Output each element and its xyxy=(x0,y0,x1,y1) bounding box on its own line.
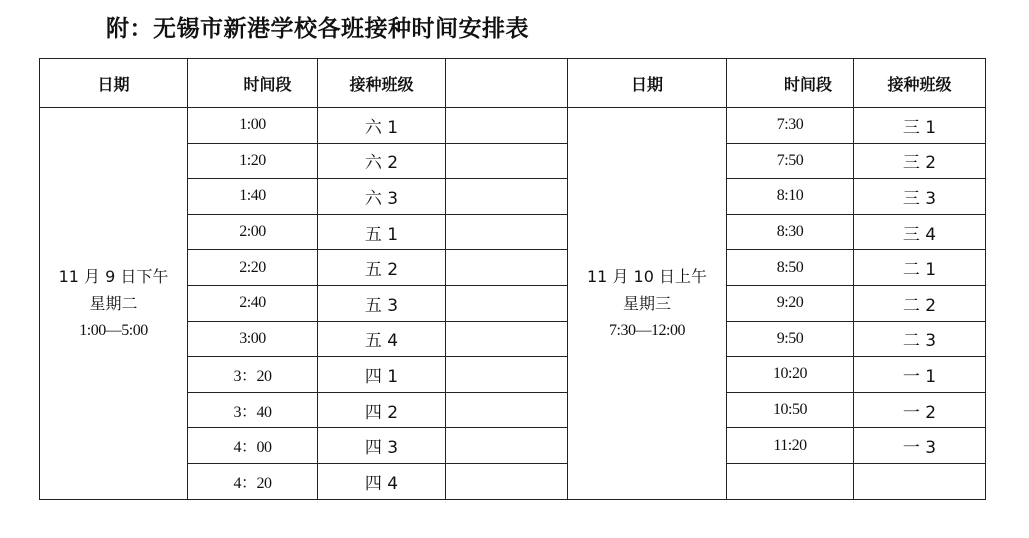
time-cell: 3：20 xyxy=(188,357,318,393)
class-cell: 六 3 xyxy=(318,179,446,215)
date-right-weekday: 星期三 xyxy=(622,293,671,313)
header-time-right: 时间段 xyxy=(727,59,854,108)
time-cell: 4：20 xyxy=(188,463,318,499)
time-cell: 8:10 xyxy=(727,179,854,215)
class-cell: 一 2 xyxy=(854,392,986,428)
time-cell: 8:30 xyxy=(727,214,854,250)
class-cell: 六 1 xyxy=(318,108,446,144)
time-cell: 2:20 xyxy=(188,250,318,286)
blank-cell xyxy=(446,357,568,393)
class-cell: 二 2 xyxy=(854,285,986,321)
time-cell: 4：00 xyxy=(188,428,318,464)
time-cell: 10:50 xyxy=(727,392,854,428)
blank-cell xyxy=(446,108,568,144)
class-cell: 四 2 xyxy=(318,392,446,428)
header-time-left: 时间段 xyxy=(188,59,318,108)
time-cell: 1:40 xyxy=(188,179,318,215)
header-date-left: 日期 xyxy=(40,59,188,108)
time-cell: 3：40 xyxy=(188,392,318,428)
schedule-table xyxy=(39,58,986,500)
time-cell: 2:40 xyxy=(188,285,318,321)
date-right-range: 7:30—12:00 xyxy=(609,321,685,339)
class-cell: 五 3 xyxy=(318,285,446,321)
blank-cell xyxy=(446,321,568,357)
blank-cell xyxy=(446,463,568,499)
header-blank xyxy=(446,59,568,108)
date-cell-left xyxy=(40,108,188,500)
header-class-left: 接种班级 xyxy=(318,59,446,108)
date-cell-right xyxy=(568,108,727,500)
blank-cell xyxy=(446,250,568,286)
header-row xyxy=(40,59,986,108)
blank-cell xyxy=(446,143,568,179)
header-class-right: 接种班级 xyxy=(854,59,986,108)
class-cell: 四 4 xyxy=(318,463,446,499)
class-cell: 三 3 xyxy=(854,179,986,215)
time-cell: 7:50 xyxy=(727,143,854,179)
time-cell: 9:50 xyxy=(727,321,854,357)
date-left-weekday: 星期二 xyxy=(89,293,138,313)
blank-cell xyxy=(446,285,568,321)
class-cell: 五 2 xyxy=(318,250,446,286)
time-cell: 8:50 xyxy=(727,250,854,286)
date-right-day: 11 月 10 日上午 xyxy=(587,266,707,286)
class-cell: 五 1 xyxy=(318,214,446,250)
class-cell: 四 1 xyxy=(318,357,446,393)
blank-cell xyxy=(446,179,568,215)
time-cell: 1:20 xyxy=(188,143,318,179)
page-title: 附：无锡市新港学校各班接种时间安排表 xyxy=(106,16,529,42)
class-cell: 二 3 xyxy=(854,321,986,357)
time-cell: 1:00 xyxy=(188,108,318,144)
class-cell: 二 1 xyxy=(854,250,986,286)
time-cell xyxy=(727,463,854,499)
class-cell: 四 3 xyxy=(318,428,446,464)
time-cell: 3:00 xyxy=(188,321,318,357)
time-cell: 10:20 xyxy=(727,357,854,393)
header-date-right: 日期 xyxy=(568,59,727,108)
class-cell: 三 1 xyxy=(854,108,986,144)
blank-cell xyxy=(446,214,568,250)
class-cell: 六 2 xyxy=(318,143,446,179)
class-cell: 一 1 xyxy=(854,357,986,393)
table-row xyxy=(40,108,986,144)
class-cell xyxy=(854,463,986,499)
date-left-range: 1:00—5:00 xyxy=(79,321,148,339)
date-left-day: 11 月 9 日下午 xyxy=(58,266,169,286)
class-cell: 一 3 xyxy=(854,428,986,464)
time-cell: 11:20 xyxy=(727,428,854,464)
blank-cell xyxy=(446,428,568,464)
blank-cell xyxy=(446,392,568,428)
class-cell: 三 2 xyxy=(854,143,986,179)
class-cell: 五 4 xyxy=(318,321,446,357)
time-cell: 7:30 xyxy=(727,108,854,144)
class-cell: 三 4 xyxy=(854,214,986,250)
time-cell: 2:00 xyxy=(188,214,318,250)
time-cell: 9:20 xyxy=(727,285,854,321)
